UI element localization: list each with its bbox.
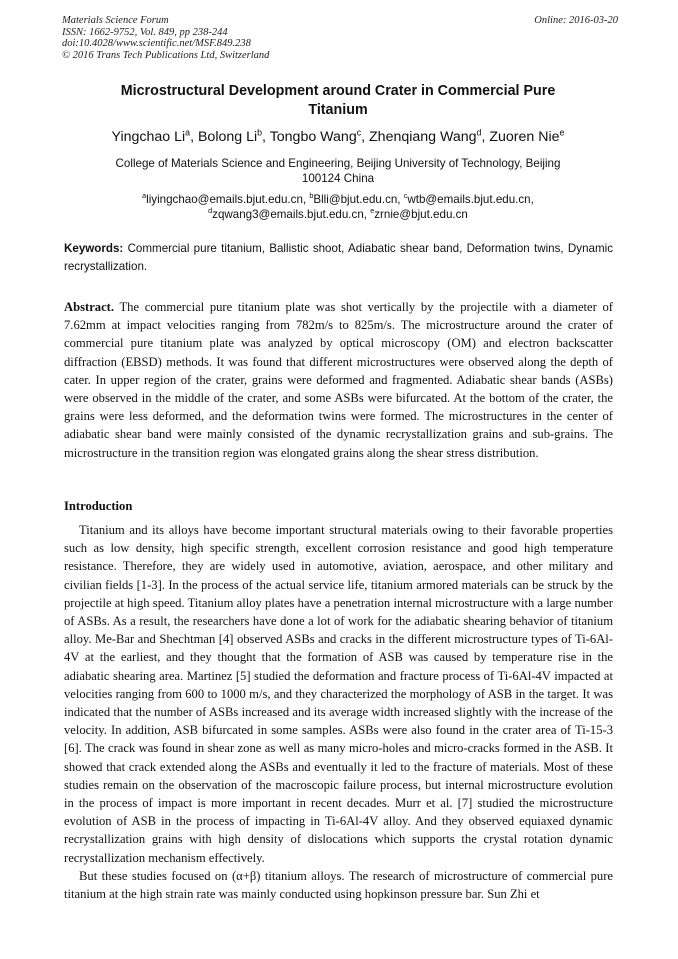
- author: [112, 129, 191, 145]
- copyright-line: © 2016 Trans Tech Publications Ltd, Switzerland: [62, 49, 270, 61]
- paragraph: But these studies focused on (α+β) titanium alloys. The research of microstructure of commercial pure titanium at the high strain rate was mainly conducted using hopkinson pressure bar. Sun Zhi et: [64, 868, 613, 902]
- author-mark: e: [559, 127, 565, 138]
- author-mark: a: [185, 127, 191, 138]
- email-address: zrnie@bjut.edu.cn: [374, 207, 468, 221]
- email-address: zqwang3@emails.bjut.edu.cn,: [212, 207, 367, 221]
- doi-line[interactable]: doi:10.4028/www.scientific.net/MSF.849.238: [62, 38, 251, 50]
- issn-line: ISSN: 1662-9752, Vol. 849, pp 238-244: [62, 26, 228, 38]
- introduction-body: [64, 521, 613, 903]
- email[interactable]: [404, 193, 534, 206]
- email[interactable]: [142, 193, 306, 206]
- author-name: Tongbo Wang: [269, 129, 357, 145]
- online-date: Online: 2016-03-20: [534, 15, 618, 26]
- author-name: Yingchao Li: [111, 129, 186, 145]
- email[interactable]: [309, 193, 400, 206]
- affiliation-line-2: 100124 China: [301, 172, 375, 185]
- abstract: [64, 298, 613, 462]
- author-name: Bolong Li: [197, 129, 258, 145]
- author-list: Yingchao Li$^a$, Bolong Li$^b$, Tongbo Wang$^c$, Zhenqiang Wang$^d$, Zuoren Nie$^e$: [111, 127, 565, 145]
- email-mark: b: [309, 191, 314, 201]
- author: [369, 129, 481, 145]
- email[interactable]: [370, 205, 468, 221]
- email-mark: c: [403, 191, 408, 201]
- author: [489, 129, 564, 145]
- email-address: liyingchao@emails.bjut.edu.cn,: [146, 193, 307, 206]
- email-mark: e: [370, 205, 375, 215]
- email[interactable]: [208, 205, 367, 221]
- email-list: [62, 193, 614, 222]
- keywords: [64, 240, 613, 276]
- email-mark: a: [142, 191, 147, 201]
- email-address: wtb@emails.bjut.edu.cn,: [407, 193, 534, 206]
- title-line-1: Microstructural Development around Crater in Commercial Pure: [120, 83, 556, 99]
- author-mark: d: [476, 127, 482, 138]
- affiliation-line-1: College of Materials Science and Engineering, Beijing University of Technology, Beijing: [115, 157, 561, 170]
- paper-title: [62, 82, 614, 120]
- email-mark: d: [208, 205, 213, 215]
- paragraph: Titanium and its alloys have become important structural materials owing to their favorable properties such as low density, high specific strength, excellent corrosion resistance and good high temperature resistance. Therefore, they are widely used in automotive, aviation, aerospace, and other military and civilian fields [1-3]. In the process of the actual service life, titanium armored materials can be struck by the projectile at high speed. Titanium alloy plates have a penetration internal microstructure with a large number of ASBs. As a result, the researchers have done a lot of work for the adiabatic shearing behavior of titanium alloy. Me-Bar and Shechtman [4] observed ASBs and cracks in the different microstructure types of Ti-6Al-4V at the earliest, and they thought that the formation of ASB was caused by temperature rise in the adiabatic shearing area. Martinez [5] studied the deformation and fracture process of Ti-6Al-4V impacted at velocities ranging from 600 to 1000 m/s, and they characterized the morphology of ASB in the target. It was indicated that the number of ASBs increased and its average width increased slightly with the increase of the velocity. In addition, ASB bifurcated in some samples. ASBs were also found in the crater area of Ti-15-3 [6]. The crack was found in shear zone as well as many micro-holes and micro-cracks formed in the ASB. It showed that crack extended along the ASBs and eventually it led to the fracture of materials. Most of these studies remain on the observation of the macroscopic failure process, but internal microstructure evolution in the process of impact is more important in recent decades. Murr et al. [7] studied the microstructure evolution of ASB in the process of impacting in Ti-6Al-4V alloy. And they observed equiaxed dynamic recrystallization grains with high density of dislocations which supports the crystal rotation dynamic recrystallization mechanism effectively.: [64, 523, 613, 865]
- author-mark: b: [257, 127, 263, 138]
- abstract-text: The commercial pure titanium plate was shot vertically by the projectile with a diameter of 7.62mm at impact velocities ranging from 782m/s to 825m/s. The microstructure around the crater of commercial pure titanium plate was analyzed by optical microscopy (OM) and electron backscatter diffraction (EBSD) methods. It was found that different microstructures were observed along the depth of cater. In upper region of the crater, grains were deformed and fragmented. Adiabatic shear bands (ASBs) were observed in the middle of the crater, and some ASBs were bifurcated. At the bottom of the crater, the grains were less deformed, and the deformation twins were formed. The microstructures in the center of adiabatic shear band were mainly consisted of the dynamic recrystallization grains and sub-grains. The microstructure in the transition region was elongated grains along the shear stress distribution.: [64, 300, 613, 460]
- keywords-text: Commercial pure titanium, Ballistic shoot, Adiabatic shear band, Deformation twins, Dynamic recrystallization.: [64, 242, 613, 273]
- author: [198, 129, 262, 145]
- title-line-2: Titanium: [308, 102, 368, 118]
- section-heading-introduction: Introduction: [64, 499, 133, 513]
- affiliation: [62, 156, 614, 186]
- author-name: Zuoren Nie: [489, 129, 560, 145]
- author-name: Zhenqiang Wang: [369, 129, 477, 145]
- author-mark: c: [356, 127, 362, 138]
- email-address: Blli@bjut.edu.cn,: [313, 193, 401, 206]
- abstract-label: Abstract.: [64, 300, 115, 314]
- email-line-1: [62, 193, 614, 208]
- author: [270, 129, 361, 145]
- email-line-2: [62, 205, 614, 223]
- journal-header: [62, 15, 618, 61]
- keywords-label: Keywords:: [64, 242, 124, 255]
- journal-name: Materials Science Forum: [62, 15, 169, 26]
